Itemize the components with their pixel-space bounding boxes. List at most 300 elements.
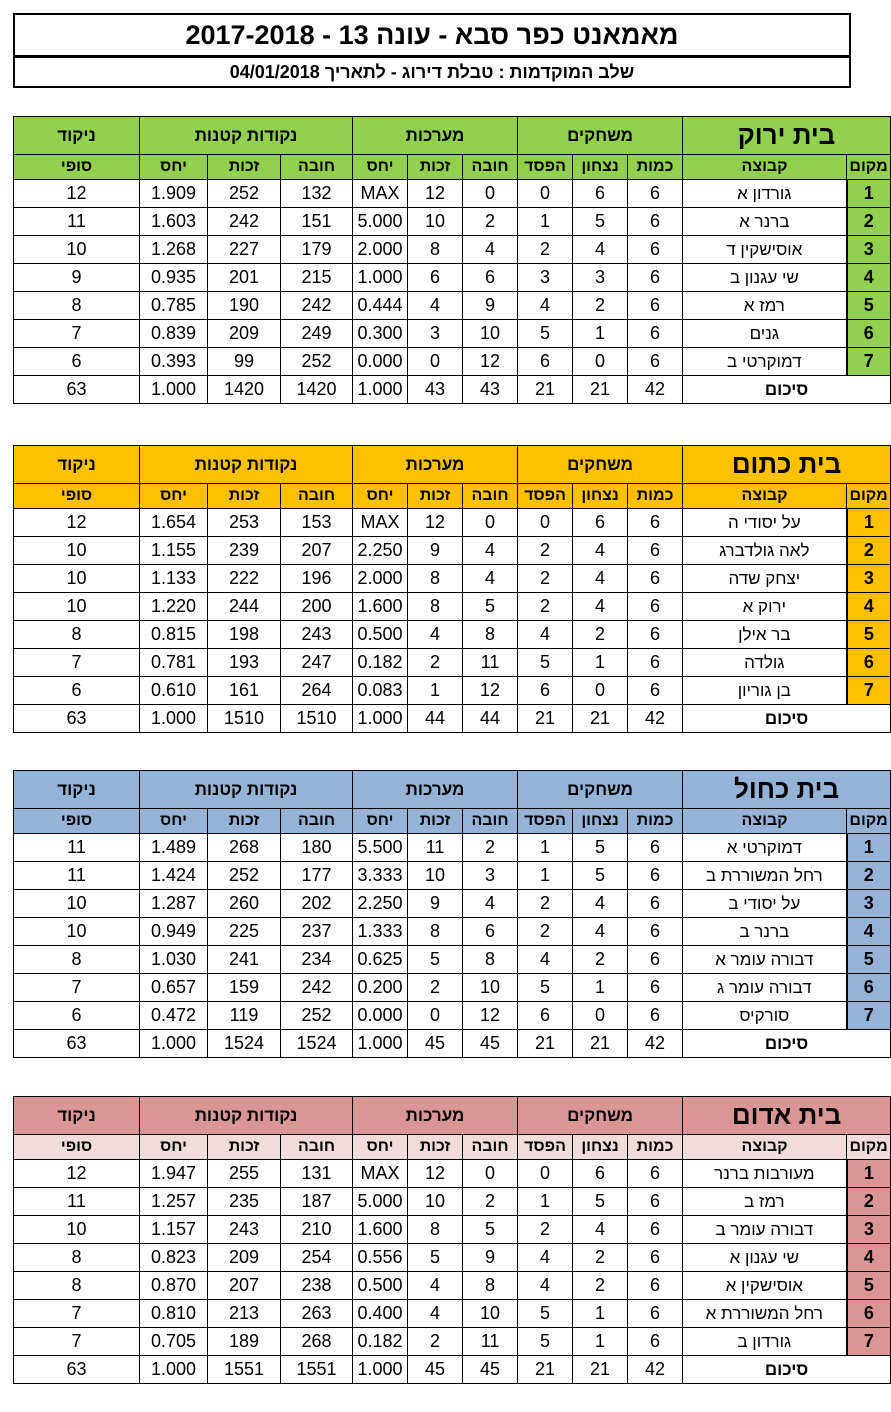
sets-for-cell: 8 bbox=[408, 593, 463, 621]
team-cell: רמז א bbox=[683, 292, 847, 320]
points-for-cell: 99 bbox=[208, 348, 281, 376]
points-for-cell: 268 bbox=[208, 834, 281, 862]
summary-wins: 21 bbox=[573, 705, 628, 733]
table-row bbox=[14, 677, 891, 705]
standings-table bbox=[13, 770, 891, 1058]
sets-against-cell: 2 bbox=[463, 1188, 518, 1216]
sets-for-cell: 8 bbox=[408, 1216, 463, 1244]
final-score-cell: 8 bbox=[14, 1244, 140, 1272]
sets-ratio-cell: 0.500 bbox=[353, 1272, 408, 1300]
sets-for-cell: 12 bbox=[408, 1160, 463, 1188]
points-against-cell: 263 bbox=[281, 1300, 353, 1328]
sets-ratio-cell: 0.182 bbox=[353, 1328, 408, 1356]
team-header: קבוצה bbox=[683, 155, 847, 180]
points-ratio-cell: 1.133 bbox=[140, 565, 208, 593]
team-cell: שי עגנון א bbox=[683, 1244, 847, 1272]
wins-cell: 4 bbox=[573, 236, 628, 264]
summary-final-score: 63 bbox=[14, 1356, 140, 1384]
summary-sets-ratio: 1.000 bbox=[353, 376, 408, 404]
points-against-cell: 202 bbox=[281, 890, 353, 918]
losses-cell: 1 bbox=[518, 1188, 573, 1216]
summary-losses: 21 bbox=[518, 705, 573, 733]
points-for-cell: 241 bbox=[208, 946, 281, 974]
points-for-header: זכות bbox=[208, 484, 281, 509]
points-ratio-cell: 0.610 bbox=[140, 677, 208, 705]
summary-final-score: 63 bbox=[14, 705, 140, 733]
sets-for-cell: 8 bbox=[408, 236, 463, 264]
final-score-cell: 6 bbox=[14, 348, 140, 376]
games-played-cell: 6 bbox=[628, 180, 683, 208]
summary-sets-against: 45 bbox=[463, 1030, 518, 1058]
final-score-cell: 7 bbox=[14, 320, 140, 348]
sets-ratio-cell: MAX bbox=[353, 509, 408, 537]
table-row bbox=[14, 292, 891, 320]
points-for-cell: 209 bbox=[208, 1244, 281, 1272]
sets-for-cell: 4 bbox=[408, 292, 463, 320]
summary-points-ratio: 1.000 bbox=[140, 705, 208, 733]
sets-for-cell: 8 bbox=[408, 565, 463, 593]
games-played-cell: 6 bbox=[628, 208, 683, 236]
sets-for-header: זכות bbox=[408, 484, 463, 509]
table-row bbox=[14, 621, 891, 649]
games-played-cell: 6 bbox=[628, 236, 683, 264]
final-score-cell: 10 bbox=[14, 236, 140, 264]
summary-wins: 21 bbox=[573, 1030, 628, 1058]
losses-cell: 1 bbox=[518, 208, 573, 236]
points-against-cell: 234 bbox=[281, 946, 353, 974]
summary-points-against: 1510 bbox=[281, 705, 353, 733]
points-against-cell: 238 bbox=[281, 1272, 353, 1300]
summary-wins: 21 bbox=[573, 1356, 628, 1384]
games-played-header: כמות bbox=[628, 1135, 683, 1160]
points-ratio-header: יחס bbox=[140, 155, 208, 180]
wins-cell: 5 bbox=[573, 862, 628, 890]
house-table-green bbox=[13, 116, 888, 404]
table-row bbox=[14, 834, 891, 862]
team-cell: בן גוריון bbox=[683, 677, 847, 705]
summary-row bbox=[14, 376, 891, 404]
summary-final-score: 63 bbox=[14, 1030, 140, 1058]
team-cell: דמוקרטי ב bbox=[683, 348, 847, 376]
games-group-header: משחקים bbox=[518, 446, 683, 484]
rank-cell: 7 bbox=[847, 348, 891, 376]
sets-against-cell: 8 bbox=[463, 621, 518, 649]
final-score-cell: 6 bbox=[14, 677, 140, 705]
points-ratio-cell: 0.949 bbox=[140, 918, 208, 946]
team-cell: לאה גולדברג bbox=[683, 537, 847, 565]
points-ratio-header: יחס bbox=[140, 1135, 208, 1160]
table-row bbox=[14, 509, 891, 537]
summary-points-for: 1420 bbox=[208, 376, 281, 404]
games-played-cell: 6 bbox=[628, 1244, 683, 1272]
sets-against-header: חובה bbox=[463, 809, 518, 834]
points-against-cell: 151 bbox=[281, 208, 353, 236]
page-title: מאמאנט כפר סבא - עונה 13 - 2017-2018 bbox=[13, 13, 851, 57]
rank-header: מקום bbox=[847, 484, 891, 509]
points-for-cell: 252 bbox=[208, 180, 281, 208]
table-row bbox=[14, 1216, 891, 1244]
points-for-cell: 190 bbox=[208, 292, 281, 320]
table-row bbox=[14, 320, 891, 348]
points-for-cell: 193 bbox=[208, 649, 281, 677]
sets-against-header: חובה bbox=[463, 484, 518, 509]
house-table-orange bbox=[13, 445, 888, 733]
sets-for-cell: 12 bbox=[408, 180, 463, 208]
sets-group-header: מערכות bbox=[353, 771, 518, 809]
points-for-cell: 243 bbox=[208, 1216, 281, 1244]
summary-sets-ratio: 1.000 bbox=[353, 705, 408, 733]
final-score-cell: 10 bbox=[14, 593, 140, 621]
summary-sets-ratio: 1.000 bbox=[353, 1030, 408, 1058]
rank-cell: 1 bbox=[847, 834, 891, 862]
table-row bbox=[14, 208, 891, 236]
sets-for-cell: 10 bbox=[408, 862, 463, 890]
points-for-cell: 213 bbox=[208, 1300, 281, 1328]
summary-label: סיכום bbox=[683, 1030, 891, 1058]
points-against-cell: 187 bbox=[281, 1188, 353, 1216]
points-against-header: חובה bbox=[281, 809, 353, 834]
points-against-cell: 207 bbox=[281, 537, 353, 565]
sets-against-cell: 12 bbox=[463, 677, 518, 705]
wins-cell: 0 bbox=[573, 677, 628, 705]
sets-against-cell: 5 bbox=[463, 1216, 518, 1244]
points-group-header: נקודות קטנות bbox=[140, 771, 353, 809]
sets-for-cell: 4 bbox=[408, 621, 463, 649]
rank-cell: 5 bbox=[847, 946, 891, 974]
standings-table bbox=[13, 116, 891, 404]
wins-cell: 0 bbox=[573, 1002, 628, 1030]
wins-header: נצחון bbox=[573, 155, 628, 180]
wins-cell: 1 bbox=[573, 1328, 628, 1356]
summary-label: סיכום bbox=[683, 1356, 891, 1384]
rank-cell: 2 bbox=[847, 862, 891, 890]
losses-header: הפסד bbox=[518, 1135, 573, 1160]
wins-cell: 3 bbox=[573, 264, 628, 292]
games-played-cell: 6 bbox=[628, 649, 683, 677]
wins-cell: 6 bbox=[573, 509, 628, 537]
points-for-cell: 227 bbox=[208, 236, 281, 264]
sets-against-header: חובה bbox=[463, 1135, 518, 1160]
final-score-cell: 11 bbox=[14, 862, 140, 890]
points-ratio-cell: 0.781 bbox=[140, 649, 208, 677]
points-against-cell: 254 bbox=[281, 1244, 353, 1272]
games-played-cell: 6 bbox=[628, 1188, 683, 1216]
points-for-cell: 119 bbox=[208, 1002, 281, 1030]
games-played-cell: 6 bbox=[628, 1328, 683, 1356]
standings-table bbox=[13, 445, 891, 733]
points-against-cell: 131 bbox=[281, 1160, 353, 1188]
team-cell: ירוק א bbox=[683, 593, 847, 621]
sets-for-cell: 4 bbox=[408, 1272, 463, 1300]
wins-cell: 4 bbox=[573, 918, 628, 946]
summary-sets-for: 44 bbox=[408, 705, 463, 733]
summary-losses: 21 bbox=[518, 1030, 573, 1058]
final-score-cell: 7 bbox=[14, 1300, 140, 1328]
rank-cell: 2 bbox=[847, 208, 891, 236]
table-row bbox=[14, 862, 891, 890]
points-against-cell: 215 bbox=[281, 264, 353, 292]
sets-for-cell: 11 bbox=[408, 834, 463, 862]
sets-for-cell: 2 bbox=[408, 1328, 463, 1356]
final-score-cell: 10 bbox=[14, 537, 140, 565]
sets-against-header: חובה bbox=[463, 155, 518, 180]
games-played-cell: 6 bbox=[628, 974, 683, 1002]
games-played-cell: 6 bbox=[628, 834, 683, 862]
losses-cell: 6 bbox=[518, 677, 573, 705]
wins-cell: 1 bbox=[573, 649, 628, 677]
games-played-cell: 6 bbox=[628, 509, 683, 537]
games-played-cell: 6 bbox=[628, 292, 683, 320]
sets-against-cell: 9 bbox=[463, 1244, 518, 1272]
final-score-cell: 11 bbox=[14, 208, 140, 236]
points-for-cell: 161 bbox=[208, 677, 281, 705]
wins-cell: 5 bbox=[573, 834, 628, 862]
final-score-cell: 8 bbox=[14, 1272, 140, 1300]
team-header: קבוצה bbox=[683, 1135, 847, 1160]
final-score-cell: 10 bbox=[14, 1216, 140, 1244]
final-score-cell: 6 bbox=[14, 1002, 140, 1030]
summary-points-for: 1551 bbox=[208, 1356, 281, 1384]
sets-group-header: מערכות bbox=[353, 117, 518, 155]
sets-against-cell: 10 bbox=[463, 974, 518, 1002]
house-name: בית כחול bbox=[683, 771, 891, 809]
sets-for-cell: 10 bbox=[408, 1188, 463, 1216]
points-for-cell: 253 bbox=[208, 509, 281, 537]
sets-ratio-cell: 0.000 bbox=[353, 1002, 408, 1030]
wins-cell: 0 bbox=[573, 348, 628, 376]
losses-header: הפסד bbox=[518, 484, 573, 509]
sets-ratio-header: יחס bbox=[353, 155, 408, 180]
games-played-header: כמות bbox=[628, 155, 683, 180]
points-ratio-cell: 1.157 bbox=[140, 1216, 208, 1244]
points-ratio-cell: 1.603 bbox=[140, 208, 208, 236]
sets-ratio-cell: MAX bbox=[353, 1160, 408, 1188]
points-group-header: נקודות קטנות bbox=[140, 1097, 353, 1135]
final-score-header-top: ניקוד bbox=[14, 446, 140, 484]
points-group-header: נקודות קטנות bbox=[140, 446, 353, 484]
sets-ratio-cell: MAX bbox=[353, 180, 408, 208]
table-row bbox=[14, 348, 891, 376]
team-cell: מעורבות ברנר bbox=[683, 1160, 847, 1188]
sets-ratio-cell: 0.182 bbox=[353, 649, 408, 677]
losses-cell: 2 bbox=[518, 565, 573, 593]
team-cell: אוסישקין ד bbox=[683, 236, 847, 264]
points-against-cell: 242 bbox=[281, 292, 353, 320]
team-header: קבוצה bbox=[683, 809, 847, 834]
summary-sets-ratio: 1.000 bbox=[353, 1356, 408, 1384]
wins-cell: 2 bbox=[573, 621, 628, 649]
table-row bbox=[14, 1244, 891, 1272]
team-cell: דבורה עומר ג bbox=[683, 974, 847, 1002]
team-cell: סורקיס bbox=[683, 1002, 847, 1030]
points-against-cell: 237 bbox=[281, 918, 353, 946]
sets-group-header: מערכות bbox=[353, 446, 518, 484]
points-against-cell: 252 bbox=[281, 348, 353, 376]
team-cell: רמז ב bbox=[683, 1188, 847, 1216]
sets-for-cell: 8 bbox=[408, 918, 463, 946]
wins-cell: 4 bbox=[573, 1216, 628, 1244]
losses-cell: 5 bbox=[518, 320, 573, 348]
summary-points-against: 1551 bbox=[281, 1356, 353, 1384]
rank-header: מקום bbox=[847, 1135, 891, 1160]
losses-header: הפסד bbox=[518, 155, 573, 180]
sets-ratio-cell: 0.300 bbox=[353, 320, 408, 348]
sets-ratio-cell: 0.200 bbox=[353, 974, 408, 1002]
games-played-cell: 6 bbox=[628, 918, 683, 946]
summary-games-played: 42 bbox=[628, 376, 683, 404]
table-row bbox=[14, 565, 891, 593]
table-row bbox=[14, 537, 891, 565]
sets-ratio-cell: 1.600 bbox=[353, 593, 408, 621]
points-ratio-cell: 1.947 bbox=[140, 1160, 208, 1188]
points-against-cell: 177 bbox=[281, 862, 353, 890]
losses-cell: 5 bbox=[518, 974, 573, 1002]
team-header: קבוצה bbox=[683, 484, 847, 509]
games-played-cell: 6 bbox=[628, 1216, 683, 1244]
table-row bbox=[14, 946, 891, 974]
points-against-cell: 247 bbox=[281, 649, 353, 677]
sets-for-cell: 5 bbox=[408, 1244, 463, 1272]
points-against-cell: 210 bbox=[281, 1216, 353, 1244]
rank-cell: 4 bbox=[847, 918, 891, 946]
points-for-cell: 252 bbox=[208, 862, 281, 890]
rank-cell: 7 bbox=[847, 1328, 891, 1356]
wins-cell: 1 bbox=[573, 1300, 628, 1328]
table-row bbox=[14, 1300, 891, 1328]
team-cell: רחל המשוררת א bbox=[683, 1300, 847, 1328]
summary-points-for: 1524 bbox=[208, 1030, 281, 1058]
losses-cell: 4 bbox=[518, 946, 573, 974]
losses-cell: 4 bbox=[518, 292, 573, 320]
rank-cell: 5 bbox=[847, 1272, 891, 1300]
points-for-cell: 201 bbox=[208, 264, 281, 292]
points-ratio-header: יחס bbox=[140, 484, 208, 509]
points-for-header: זכות bbox=[208, 155, 281, 180]
games-played-cell: 6 bbox=[628, 264, 683, 292]
sets-ratio-cell: 0.000 bbox=[353, 348, 408, 376]
final-score-cell: 9 bbox=[14, 264, 140, 292]
final-score-header-bottom: סופי bbox=[14, 1135, 140, 1160]
points-against-header: חובה bbox=[281, 155, 353, 180]
points-ratio-cell: 1.909 bbox=[140, 180, 208, 208]
team-cell: שי עגנון ב bbox=[683, 264, 847, 292]
sets-against-cell: 10 bbox=[463, 320, 518, 348]
sets-ratio-cell: 0.083 bbox=[353, 677, 408, 705]
sets-for-cell: 0 bbox=[408, 1002, 463, 1030]
points-ratio-cell: 1.489 bbox=[140, 834, 208, 862]
team-cell: דבורה עומר א bbox=[683, 946, 847, 974]
table-row bbox=[14, 236, 891, 264]
final-score-cell: 7 bbox=[14, 1328, 140, 1356]
sets-against-cell: 4 bbox=[463, 890, 518, 918]
summary-points-against: 1420 bbox=[281, 376, 353, 404]
sets-against-cell: 0 bbox=[463, 509, 518, 537]
points-for-cell: 209 bbox=[208, 320, 281, 348]
points-ratio-cell: 0.839 bbox=[140, 320, 208, 348]
wins-header: נצחון bbox=[573, 809, 628, 834]
rank-cell: 4 bbox=[847, 1244, 891, 1272]
losses-cell: 4 bbox=[518, 1244, 573, 1272]
rank-cell: 3 bbox=[847, 890, 891, 918]
summary-row bbox=[14, 1030, 891, 1058]
sets-against-cell: 4 bbox=[463, 236, 518, 264]
final-score-cell: 7 bbox=[14, 649, 140, 677]
rank-cell: 7 bbox=[847, 677, 891, 705]
final-score-cell: 12 bbox=[14, 180, 140, 208]
summary-losses: 21 bbox=[518, 376, 573, 404]
points-group-header: נקודות קטנות bbox=[140, 117, 353, 155]
summary-games-played: 42 bbox=[628, 1356, 683, 1384]
rank-cell: 6 bbox=[847, 1300, 891, 1328]
wins-cell: 2 bbox=[573, 946, 628, 974]
games-played-cell: 6 bbox=[628, 593, 683, 621]
games-played-cell: 6 bbox=[628, 1002, 683, 1030]
final-score-header-bottom: סופי bbox=[14, 484, 140, 509]
wins-cell: 2 bbox=[573, 1272, 628, 1300]
rank-cell: 1 bbox=[847, 180, 891, 208]
sets-for-header: זכות bbox=[408, 1135, 463, 1160]
table-row bbox=[14, 1160, 891, 1188]
table-row bbox=[14, 918, 891, 946]
games-played-cell: 6 bbox=[628, 677, 683, 705]
losses-cell: 0 bbox=[518, 1160, 573, 1188]
sets-ratio-cell: 1.000 bbox=[353, 264, 408, 292]
games-group-header: משחקים bbox=[518, 771, 683, 809]
points-for-cell: 159 bbox=[208, 974, 281, 1002]
losses-cell: 4 bbox=[518, 1272, 573, 1300]
points-against-cell: 268 bbox=[281, 1328, 353, 1356]
rank-cell: 2 bbox=[847, 1188, 891, 1216]
table-row bbox=[14, 1328, 891, 1356]
losses-cell: 2 bbox=[518, 890, 573, 918]
sets-against-cell: 2 bbox=[463, 208, 518, 236]
losses-cell: 2 bbox=[518, 593, 573, 621]
sets-against-cell: 4 bbox=[463, 537, 518, 565]
wins-cell: 6 bbox=[573, 1160, 628, 1188]
points-against-cell: 200 bbox=[281, 593, 353, 621]
final-score-cell: 8 bbox=[14, 946, 140, 974]
sets-ratio-cell: 2.250 bbox=[353, 890, 408, 918]
sets-for-cell: 10 bbox=[408, 208, 463, 236]
wins-cell: 1 bbox=[573, 320, 628, 348]
games-played-cell: 6 bbox=[628, 320, 683, 348]
games-played-cell: 6 bbox=[628, 1160, 683, 1188]
games-played-cell: 6 bbox=[628, 890, 683, 918]
sets-ratio-cell: 0.500 bbox=[353, 621, 408, 649]
final-score-header-top: ניקוד bbox=[14, 1097, 140, 1135]
rank-cell: 6 bbox=[847, 649, 891, 677]
sets-ratio-header: יחס bbox=[353, 484, 408, 509]
points-ratio-cell: 0.785 bbox=[140, 292, 208, 320]
losses-cell: 2 bbox=[518, 236, 573, 264]
points-for-cell: 239 bbox=[208, 537, 281, 565]
losses-cell: 0 bbox=[518, 180, 573, 208]
final-score-cell: 10 bbox=[14, 918, 140, 946]
losses-cell: 0 bbox=[518, 509, 573, 537]
team-cell: דבורה עומר ב bbox=[683, 1216, 847, 1244]
games-played-cell: 6 bbox=[628, 1300, 683, 1328]
house-name: בית כתום bbox=[683, 446, 891, 484]
points-against-header: חובה bbox=[281, 484, 353, 509]
points-ratio-cell: 1.268 bbox=[140, 236, 208, 264]
wins-cell: 6 bbox=[573, 180, 628, 208]
wins-cell: 4 bbox=[573, 565, 628, 593]
sets-for-cell: 5 bbox=[408, 946, 463, 974]
games-played-cell: 6 bbox=[628, 1272, 683, 1300]
points-for-cell: 222 bbox=[208, 565, 281, 593]
points-against-cell: 132 bbox=[281, 180, 353, 208]
final-score-cell: 7 bbox=[14, 974, 140, 1002]
